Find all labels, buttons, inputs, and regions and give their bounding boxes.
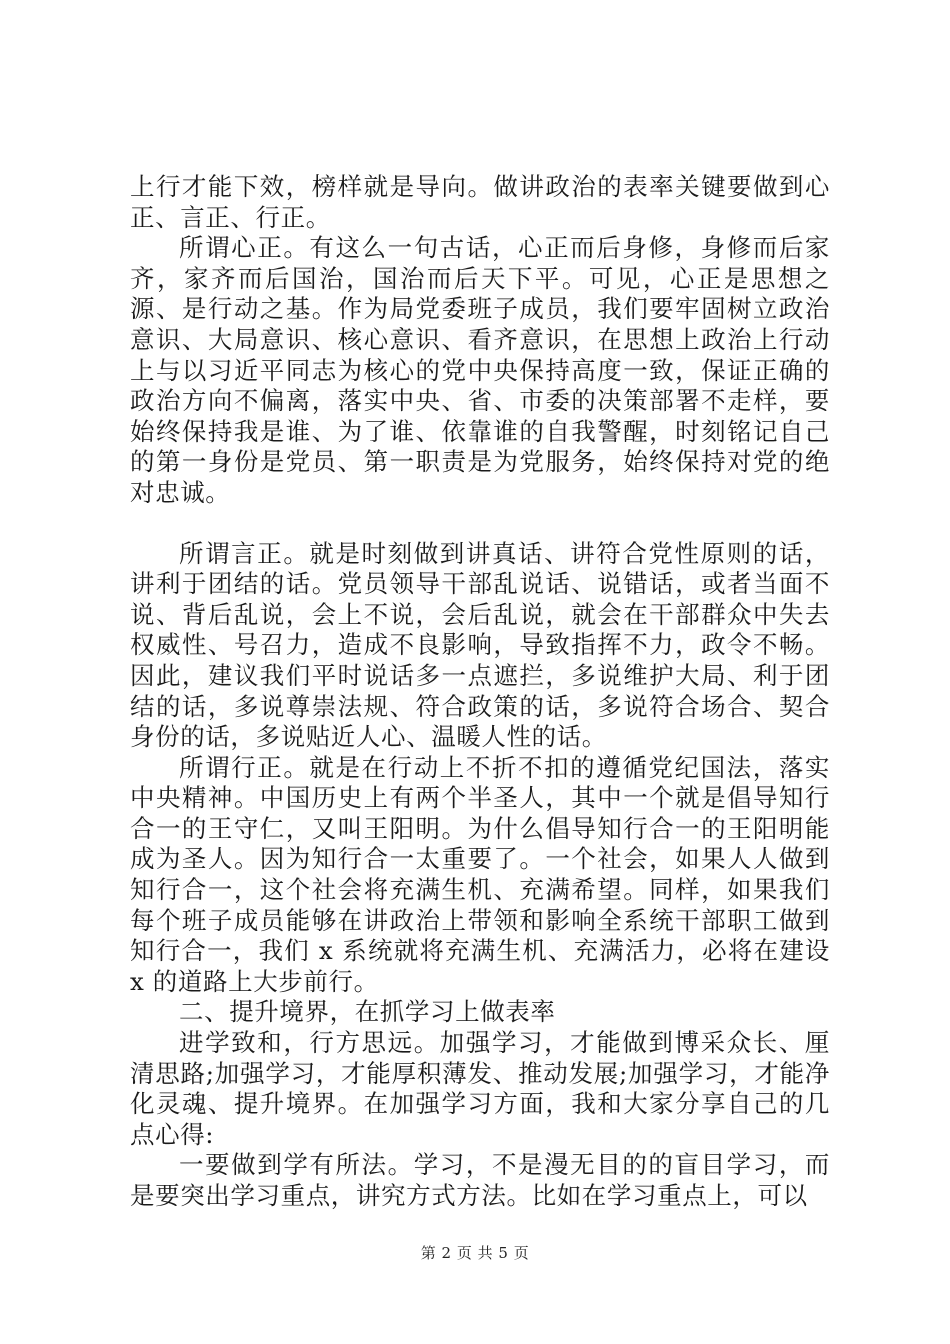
paragraph-speech-upright: 所谓言正。就是时刻做到讲真话、讲符合党性原则的话，讲利于团结的话。党员领导干部乱说话、说错话，或者当面不说、背后乱说，会上不说，会后乱说，就会在干部群众中失去权威性、号召力，造成不良影响，导致指挥不力，政令不畅。因此，建议我们平时说话多一点遮拦，多说维护大局、利于团结的话，多说尊崇法规、符合政策的话，多说符合场合、契合身份的话，多说贴近人心、温暖人性的话。 xyxy=(130,538,830,752)
paragraph-study-intro: 进学致和，行方思远。加强学习，才能做到博采众长、厘清思路;加强学习，才能厚积薄发、推动发展;加强学习，才能净化灵魂、提升境界。在加强学习方面，我和大家分享自己的几点心得: xyxy=(130,1028,830,1149)
paragraph-action-upright: 所谓行正。就是在行动上不折不扣的遵循党纪国法，落实中央精神。中国历史上有两个半圣人，其中一个就是倡导知行合一的王守仁，又叫王阳明。为什么倡导知行合一的王阳明能成为圣人。因为知行合一太重要了。一个社会，如果人人做到知行合一，这个社会将充满生机、充满希望。同样，如果我们每个班子成员能够在讲政治上带领和影响全系统干部职工做到知行合一，我们 x 系统就将充满生机、充满活力，必将在建设 x 的道路上大步前行。 xyxy=(130,752,830,996)
page-number-footer: 第 2 页 共 5 页 xyxy=(420,1244,530,1262)
paragraph-intro-continuation: 上行才能下效，榜样就是导向。做讲政治的表率关键要做到心正、言正、行正。 xyxy=(130,172,830,232)
paragraph-study-method: 一要做到学有所法。学习，不是漫无目的的盲目学习，而是要突出学习重点，讲究方式方法。比如在学习重点上，可以 xyxy=(130,1150,830,1210)
document-body xyxy=(130,172,830,1212)
section-heading-study: 二、提升境界，在抓学习上做表率 xyxy=(179,997,556,1027)
paragraph-heart-upright: 所谓心正。有这么一句古话，心正而后身修，身修而后家齐，家齐而后国治，国治而后天下平。可见，心正是思想之源、是行动之基。作为局党委班子成员，我们要牢固树立政治意识、大局意识、核心意识、看齐意识，在思想上政治上行动上与以习近平同志为核心的党中央保持高度一致，保证正确的政治方向不偏离，落实中央、省、市委的决策部署不走样，要始终保持我是谁、为了谁、依靠谁的自我警醒，时刻铭记自己的第一身份是党员、第一职责是为党服务，始终保持对党的绝对忠诚。 xyxy=(130,233,830,507)
